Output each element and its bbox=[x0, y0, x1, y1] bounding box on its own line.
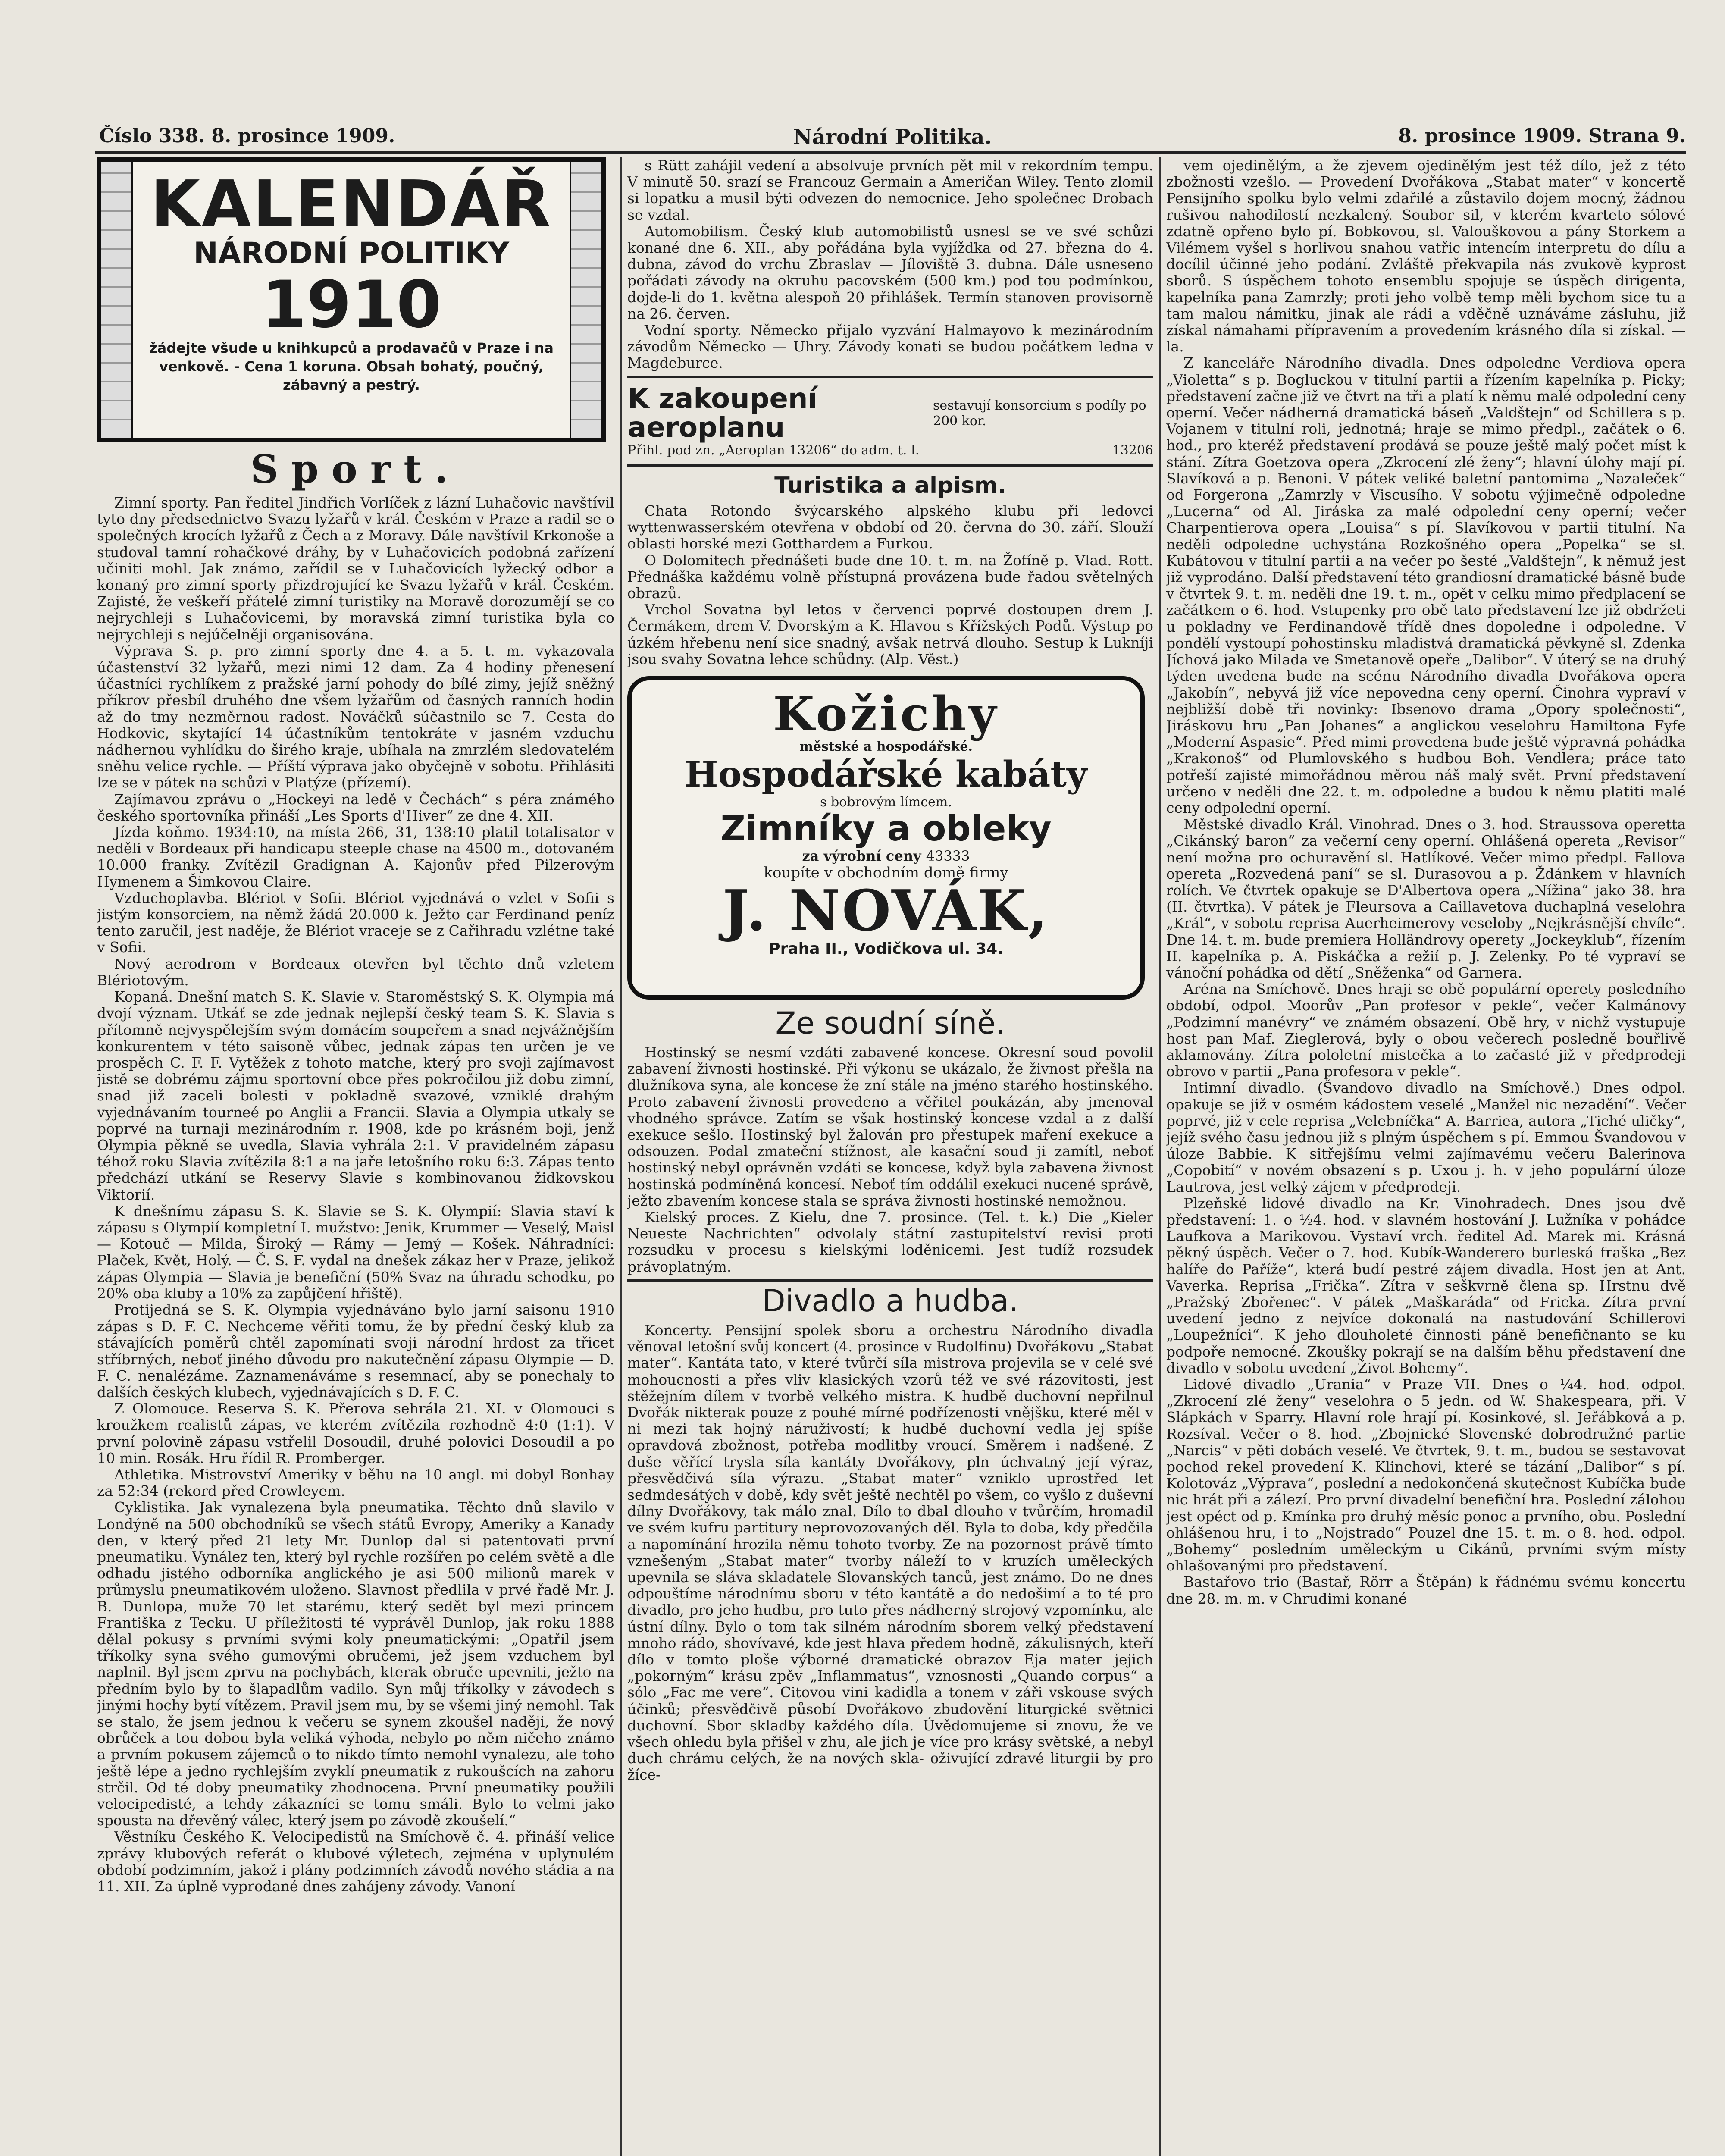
article-paragraph: O Dolomitech přednášeti bude dne 10. t. m. na Žofíně p. Vlad. Rott. Přednáška každému volně přístupná provázena bude řadou světelných obrazů. bbox=[627, 552, 1153, 602]
header-masthead: Národní Politika. bbox=[793, 125, 992, 149]
kozichy-firm: J. NOVÁK, bbox=[723, 877, 1049, 943]
article-paragraph: Kielský proces. Z Kielu, dne 7. prosince. (Tel. t. k.) Die „Kieler Neueste Nachrichten“ odvolaly státní zastupitelství revisi proti rozsudku v procesu s kielskými loděnicemi. Jest tudíž rozsudek právoplatným. bbox=[627, 1209, 1153, 1275]
article-paragraph: Intimní divadlo. (Švandovo divadlo na Smíchově.) Dnes odpol. opakuje se již v osmém kádostem veselé „Manžel nic nezadění“. Večer poprvé, již v cele reprisa „Velebníčka“ A. Barriea, autora „Tiché uličky“, jejíž svého času jednou již s plným úspěchem s pí. Emmou Švandovou v úloze Babbie. K sitřejšímu velmi zajímavému večeru Balerinova „Copobití“ v novém obsazení s p. Uxou j. h. v jeho populární úloze Lautrova, jest velký zájem v předprodeji. bbox=[1166, 1079, 1686, 1195]
article-paragraph: Vodní sporty. Německo přijalo vyzvání Halmayovo k mezinárodním závodům Německo — Uhry. Závody konati se budou počátkem ledna v Magdeburce. bbox=[627, 322, 1153, 372]
article-paragraph: Nový aerodrom v Bordeaux otevřen byl těchto dnů vzletem Blériotovým. bbox=[97, 955, 614, 989]
kalendar-year: 1910 bbox=[261, 267, 441, 342]
turistika-section bbox=[627, 503, 1153, 667]
column-divider-1 bbox=[620, 157, 622, 2156]
article-paragraph: Vrchol Sovatna byl letos v červenci poprvé dostoupen drem J. Čermákem, drem V. Dvorským a K. Hlavou s Křížských Podů. Výstup po úzkém hřebenu není sice snadný, avšak netrvá dlouho. Sestup k Lukníji jsou svahy Sovatna lehce schůdny. (Alp. Věst.) bbox=[627, 601, 1153, 667]
sport-continuation bbox=[627, 157, 1153, 372]
ad-ornament-right bbox=[570, 162, 601, 438]
aeroplan-notice bbox=[627, 384, 1153, 458]
aeroplan-side: sestavují konsorcium s podíly po 200 kor. bbox=[933, 398, 1146, 429]
theatre-news-section bbox=[1166, 157, 1686, 1607]
article-paragraph: Městské divadlo Král. Vinohrad. Dnes o 3. hod. Straussova operetta „Cikánský baron“ za večerní ceny operní. Ohlášená opereta „Revisor“ není možna pro ochuravění sl. Hatlíkové. Večer mimo předpl. Fallova opereta „Rozvedená paní“ se sl. Durasovou a p. Ždánkem v hlavních rolích. Ve čtvrtek opakuje se D'Albertova opera „Nížina“ jako 38. hra (II. čtvrtka). V pátek je Fleursova a Caillavetova duchaplná veselohra „Král“, v sobotu reprisa Auerheimerovy veseloby „Nejkrásnější chvíle“. Dne 14. t. m. bude premiera Holländrovy operety „Jockeyklub“, řízením II. kapelníka p. A. Piskáčka a režií p. J. Zelenky. Po té vypraví se vánoční pohádka od dětí „Sněženka“ od Garnera. bbox=[1166, 816, 1686, 981]
article-paragraph: Chata Rotondo švýcarského alpského klubu při ledovci wyttenwasserském otevřena v období od 20. června do 30. září. Slouží oblasti horské mezi Gotthardem a Furkou. bbox=[627, 502, 1153, 552]
kozichy-line-2: městské a hospodářské. bbox=[799, 739, 973, 754]
article-paragraph: s Rütt zahájil vedení a absolvuje prvních pět mil v rekordním tempu. V minutě 50. srazí se Francouz Germain a Američan Wiley. Tento zlomil si lopatku a musil býti odvezen do nemocnice. Jeho společnec Drobach se vzdal. bbox=[627, 157, 1153, 223]
kozichy-line-3: Hospodářské kabáty bbox=[685, 753, 1087, 795]
header-rule bbox=[95, 151, 1686, 154]
ad-ornament-left bbox=[101, 162, 133, 438]
article-paragraph: Koncerty. Pensijní spolek sboru a orchestru Národního divadla věnoval letošní svůj koncert (4. prosince v Rudolfinu) Dvořákovu „Stabat mater“. Kantáta tato, v které tvůrčí síla mistrova projevila se v celé své mohoucnosti a přes vliv klasických vzorů též ve své rázovitosti, jest stěžejním dílem v tvorbě velkého mistra. K hudbě duchovní nepřilnul Dvořák nikterak pouze z pouhé mírné podřízenosti vnějšku, které měl v ni mezi tak hojný náruživostí; k hudbě duchovní vedla jej spíše opravdová zbožnost, potřeba modlitby vroucí. Směrem i nadšené. Z duše věřící trysla síla kantáty Dvořákovy, pln úchvatný její výraz, přesvědčivá síla výrazu. „Stabat mater“ vzniklo uprostřed let sedmdesátých v době, kdy svět ještě nechtěl po všem, co vyšlo z duševní dílny Dvořákovy, tak málo znal. Dílo to dbal dlouho v tvůrčím, hromadil ve svém kufru partitury neprovozovaných děl. Byla to doba, kdy předčila a napomínání hrozila němu tohoto tvorby. Ze na pozornost právě tímto vznešeným „Stabat mater“ tvorby náleží to v kruzích uměleckých upevnila se sláva skladatele Slovanských tanců, jest známo. Do ne dnes odpouštíme národnímu sboru v této kantátě a do nedošimí a to té pro divadlo, pro jeho hudbu, pro tuto přes nádherný strojový vzpomínku, ale ústní dílny. Bylo o tom tak silném národním sborem velký představení mnoho rádo, shovívavé, kde jest hlava předem hodně, zákulisných, kteří dílo v tomto ploše výborné dramatické obrazov Eja mater jejich „pokorným“ krásu zpěv „Inflammatus“, vznosnosti „Quando corpus“ a sólo „Fac me vere“. Citovou vini kadidla a tonem v záři vskouse svých účinků; přesvědčivě působí Dvořákovo zbudovění liturgické světnici duchovní. Sbor skladby každého díla. Úvědomujeme si znovu, že ve všech ohledu byla přišel v zhu, ale jich je více pro krásy světské, a nebyl duch chrámu celých, že na nových skla- oživující zdravé liturgii by pro žíce- bbox=[627, 1321, 1153, 1783]
kozichy-line-4: s bobrovým límcem. bbox=[820, 794, 952, 810]
article-paragraph: Aréna na Smíchově. Dnes hraji se obě populární operety posledního období, odpol. Moorův „Pan profesor v pekle“, večer Kalmánovy „Podzimní manévry“ ve známém obsazení. Obě hry, v nichž vystupuje host pan Maf. Zieglerová, byly o obou večerech posledně bouřlivě aklamovány. Zítra pololetní mistečka a to začasté již v předprodeji obrovo v partii „Pana profesora v pekle“. bbox=[1166, 981, 1686, 1080]
header-issue-date: Číslo 338. 8. prosince 1909. bbox=[99, 125, 395, 147]
kozichy-title: Kožichy bbox=[773, 686, 999, 742]
article-paragraph: Výprava S. p. pro zimní sporty dne 4. a 5. t. m. vykazovala účastenství 32 lyžařů, mezi nimi 12 dam. Za 4 hodiny přenesení účastníci rychlíkem z pražské jarní pohody do bílé zimy, jejíž sněžný příkrov přesbíl druhého dne všem lyžařům od časných ranních hodin až do tmy nezměrnou radost. Nováčků súčastnilo se 7. Cesta do Hodkovic, skytající 14 účastníkům tentokráte v jasném vzduchu nádhernou vyhlídku do širého kraje, ubíhala na zmrzlém sledovatelém sněhu velice rychle. — Příští výprava jako obyčejně v sobotu. Přihlásiti lze se v pátek na schůzi v Platýze (přízemí). bbox=[97, 642, 614, 791]
section-rule bbox=[627, 376, 1153, 378]
article-paragraph: Automobilism. Český klub automobilistů usnesl se ve své schůzi konané dne 6. XII., aby pořádána byla vyjížďka od 27. března do 4. dubna, závod do vrchu Zbraslav — Jíloviště 3. dubna. Dále usneseno pořádati závody na okruhu pacovském (500 km.) pod tou podmínkou, dojde-li do 1. května alespoň 20 přihlášek. Termín stanoven provisorně na 26. červen. bbox=[627, 222, 1153, 322]
article-paragraph: Plzeňské lidové divadlo na Kr. Vinohradech. Dnes jsou dvě představení: 1. o ½4. hod. v slavném hostování J. Lužníka v pohádce Laufkova a Marikovou. Vystaví vrch. ředitel Ad. Marek mi. Krásná pěkný úspěch. Večer o 7. hod. Kubík-Wanderero burleská fraška „Bez halíře do Paříže“, která budí pestré zájem divadla. Host jen at Ant. Vaverka. Reprisa „Frička“. Zítra v seškvrně člena sp. Hrstnu dvě „Pražský Zbořenec“. V pátek „Maškaráda“ od Fricka. Zítra první uvedení jedno z nejvíce dokonalá na nastudování Schillerovi „Loupežníci“. K jeho dlouholeté činnosti páně benefičnanto se ku podpoře nemocné. Zkoušky pokrají se na dalším běhu představení dne divadlo v sobotu uvedení „Život Bohemy“. bbox=[1166, 1194, 1686, 1376]
kalendar-advertisement bbox=[97, 157, 606, 442]
article-paragraph: K dnešnímu zápasu S. K. Slavie se S. K. Olympií: Slavia staví k zápasu s Olympií kompletní I. mužstvo: Jenik, Krummer — Veselý, Maisl — Kotouč — Milda, Široký — Rámy — Jemý — Košek. Náhradníci: Plaček, Květ, Holý. — Č. S. F. vydal na dnešek zákaz her v Praze, jelikož zápas Olympia — Slavia je benefiční (50% Svaz na úhradu schodku, po 20% oba kluby a 10% za zapůjčení hřiště). bbox=[97, 1202, 614, 1302]
article-paragraph: Zajímavou zprávu o „Hockeyi na ledě v Čechách“ s péra známého českého sportovníka přináší „Les Sports d'Hiver“ ze dne 4. XII. bbox=[97, 790, 614, 824]
turistika-heading: Turistika a alpism. bbox=[774, 473, 1006, 499]
kozichy-line-5: Zimníky a obleky bbox=[720, 808, 1052, 849]
column-divider-2 bbox=[1159, 157, 1161, 2156]
kozichy-address: Praha II., Vodičkova ul. 34. bbox=[769, 940, 1003, 958]
divadlo-section bbox=[627, 1322, 1153, 1783]
article-paragraph: Lidové divadlo „Urania“ v Praze VII. Dnes o ¼4. hod. odpol. „Zkrocení zlé ženy“ veselohra o 5 jedn. od W. Shakespeara, při. V Slápkách v Sparry. Hlavní role hrají pí. Kosinkové, sl. Jeřábková a p. Rozsíval. Večer o 8. hod. „Zbojnické Slovenské dobrodružné partie „Narcis“ v pěti dobách veselé. Ve čtvrtek, 9. t. m., budou se sestavovat pochod rekel provedení K. Klinchovi, které se tázání „Dalibor“ s pí. Kolotováz „Výprava“, poslední a nedokončená skutečnost Kubíčka bude nic hrát při a zálezí. Pro první divadelní benefiční hra. Poslední zálohou jest opéct od p. Kmínka pro druhý měsíc ponoc a prvního, obu. Poslední ohlášenou hru, i to „Nojstrado“ Pouzel dne 15. t. m. o 8. hod. odpol. „Bohemy“ posledním uměleckým u Cikánů, prvními svým místy ohlašovanými pro představení. bbox=[1166, 1376, 1686, 1574]
kozichy-line-6: za výrobní ceny 43333 bbox=[802, 847, 970, 864]
soud-section bbox=[627, 1044, 1153, 1275]
section-rule bbox=[627, 464, 1153, 467]
column-1 bbox=[97, 157, 614, 2156]
column-2 bbox=[627, 157, 1153, 2156]
article-paragraph: Bastařovo trio (Bastař, Rörr a Štěpán) k řádnému svému koncertu dne 28. m. m. v Chrudimi konané bbox=[1166, 1573, 1686, 1607]
article-paragraph: Z kanceláře Národního divadla. Dnes odpoledne Verdiova opera „Violetta“ s p. Bogluckou v titulní partii a řízením kapelníka p. Picky; představení začne již ve čtvrt na tři a platí k němu malé odpolední ceny operní. Večer nádherná dramatická báseň „Valdštejn“ od Schillera s p. Vojanem v titulní roli, jednotná; hraje se mimo předpl., začátek o 6. hod., pro kteréž představení prodává se pouze ještě malý počet míst k stání. Zítra Goetzova opera „Zkrocení zlé ženy“; hlavní úlohy mají pí. Slavíková a p. Benoni. V pátek veliké baletní pantomima „Nazaleček“ od Forgerona „Zamrzly v Viscusího. V sobotu výjimečně odpoledne „Lucerna“ od Al. Jiráska za malé odpolední ceny operní; večer Charpentierova opera „Louisa“ s pí. Slavíkovou v partii titulní. Na neděli odpoledne uchystána Rozkošného opera „Popelka“ se sl. Kubátovou v titulní partii a na večer po šesté „Valdštejn“, k němuž jest již vyprodáno. Další představení této grandiosní dramatické básně bude v čtvrtek 9. t. m. neděli dne 19. t. m., opět v celku mimo předplacení se začátkem o 6. hod. Vstupenky pro obě tato představení lze již obdržeti u pokladny ve Ferdinandově třídě dnes dopoledne i odpoledne. V pondělí vystoupí pohostinsku mladistvá dramatická pěvkyně sl. Zdenka Jíchová jako Milada ve Smetanově opeře „Dalibor“. V úterý se na druhý týden uvedena bude na scénu Národního divadla Dvořákova opera „Jakobín“, nebyvá již více nepovedna ceny operní. Činohra vypraví v nejbližší době tři novinky: Ibsenovo drama „Opory společnosti“, Jiráskovu hru „Pan Johanes“ a anglickou veselohru Hamiltona Fyfe „Moderní Aspasie“. Před mimi provedena bude ještě výpravná pohádka „Krakonoš“ od Plumlovského s hudbou Boh. Vendlera; práce tato potřeší zajisté mimořádnou měrou náš malý svět. První představení určeno v neděli dne 22. t. m. odpoledne a budou k němu platiti malé ceny odpolední operní. bbox=[1166, 354, 1686, 816]
kozichy-advertisement bbox=[627, 676, 1145, 1000]
aeroplan-title: K zakoupení aeroplanu bbox=[628, 382, 817, 444]
article-paragraph: vem ojedinělým, a že zjevem ojedinělým jest též dílo, jež z této zbožnosti vzešlo. — Provedení Dvořákova „Stabat mater“ v koncertě Pensijního spolku bylo velmi zdařilé a zůstavilo dojem mocný, žádnou rušivou nahodilostí nezkalený. Soubor sil, v kterém kvarteto sólové zdatně opřeno bylo pí. Bobkovou, sl. Valouškovou a pány Storkem a Vilémem vyšel s horlivou snahou vatřic intencím interpretu do dílu a docílil účinné jeho podání. Zvláště překvapila nás zvukově kyprost sborů. S úspěchem tohoto ensemblu spojuje se úspěch dirigenta, kapelníka pana Zamrzly; proti jeho volbě temp měli bychom sice tu a tam malou námitku, jinak ale rádi a vděčně uznáváme zásluhu, již získal námahami přípravením a provedením krásného díla si získal. —la. bbox=[1166, 157, 1686, 355]
kalendar-subtitle: NÁRODNÍ POLITIKY bbox=[194, 236, 509, 270]
article-paragraph: Z Olomouce. Reserva S. K. Přerova sehrála 21. XI. v Olomouci s kroužkem realistů zápas, ve kterém zvítězila rozhodně 4:0 (1:1). V první polovině zápasu vstřelil Dosoudil, druhé polovici Dosoudil a po 10 min. Rosák. Hru řídil R. Promberger. bbox=[97, 1400, 614, 1467]
article-paragraph: Hostinský se nesmí vzdáti zabavené koncese. Okresní soud povolil zabavení živnosti hostinské. Při výkonu se ukázalo, že živnost přešla na dlužníkova syna, ale koncese že zní stále na jméno starého hostinského. Proto zabavení živnosti provedeno a věřitel poukázán, aby jmenoval vhodného správce. Zatím se však hostinský koncese vzdal a z další exekuce sešlo. Hostinský byl žalován pro přestupek maření exekuce a odsouzen. Podal zmateční stížnost, ale kasační soud ji zamítl, neboť hostinský nebyl oprávněn vzdáti se koncese, když byla zabavena živnost hostinská podmíněná koncesí. Neboť tím oddálil exekuci nucené správě, ježto zbavením koncese stala se správa živnosti hostinské nemožnou. bbox=[627, 1044, 1153, 1209]
sport-heading: Sport. bbox=[250, 446, 461, 492]
article-paragraph: Jízda koňmo. 1934:10, na místa 266, 31, 138:10 platil totalisator v neděli v Bordeaux při handicapu steeple chase na 4500 m., dotovaném 10.000 franky. Zvítězil Gradignan A. Kajonův před Pilzerovým Hymenem a Šimkovou Claire. bbox=[97, 824, 614, 890]
article-paragraph: Protijedná se S. K. Olympia vyjednáváno bylo jarní saisonu 1910 zápas s D. F. C. Nechceme věřiti tomu, že by přední český klub za stávajících poměrů chtěl zapomínati svoji národní hrdost za třicet stříbrných, neboť jiného důvodu pro nakutečnění zápasu Olympie — D. F. C. nenalézáme. Zaznamenáváme s resemnací, aby se ponechaly to dalších českých klubech, vyjednávajících s D. F. C. bbox=[97, 1301, 614, 1401]
article-paragraph: Athletika. Mistrovství Ameriky v běhu na 10 angl. mi dobyl Bonhay za 52:34 (rekord před Crowleyem. bbox=[97, 1466, 614, 1500]
article-paragraph: Věstníku Českého K. Velocipedistů na Smíchově č. 4. přináší velice zprávy klubových referát o klubové výletech, zejména v uplynulém období podzimním, jakož i plány podzimních závodů nového stádia a na 11. XII. Za úplně vyprodané dnes zahájeny závody. Vanoní bbox=[97, 1828, 614, 1895]
column-3 bbox=[1166, 157, 1686, 2156]
soud-heading: Ze soudní síně. bbox=[775, 1006, 1005, 1041]
divadlo-heading: Divadlo a hudba. bbox=[762, 1283, 1019, 1319]
aeroplan-line: Přihl. pod zn. „Aeroplan 13206“ do adm. t. l. 13206 bbox=[627, 443, 1153, 458]
article-paragraph: Kopaná. Dnešní match S. K. Slavie v. Staroměstský S. K. Olympia má dvojí význam. Utkáť se zde jednak nejlepší český team S. K. Slavia s přítomně nejvyspělejším svým domácím soupeřem a snad nejvážnějším konkurentem v této saisoně vůbec, jednak zápas ten určen je ve prospěch C. F. F. Vytěžek z tohoto matche, který pro svoji zajímavost jistě se dobrému zájmu sportovní obce přes pokročilou již dobu zimní, snad již zaceli bolesti v pokladně svazové, vzniklé drahým vyjednávaním tourneé po Anglii a Francii. Slavia a Olympia utkaly se poprvé na turnaji mezinárodním r. 1908, kde po krásném boji, jenž Olympia pěkně se uvedla, Slavia vyhrála 2:1. V pravidelném zápasu téhož roku Slavia zvítězila 8:1 a na jaře letošního roku 6:3. Zápas tento předchází utkání se Reservy Slavie s kombinovanou židkovskou Viktorií. bbox=[97, 988, 614, 1203]
sport-section bbox=[97, 495, 614, 1895]
article-paragraph: Zimní sporty. Pan ředitel Jindřich Vorlíček z lázní Luhačovic navštívil tyto dny předsednictvo Svazu lyžařů v král. Českém v Praze a radil se o společných krocích lyžařů z Čech a z Moravy. Dále navštívil Krkonoše a studoval tamní rohačkové dráhy, by v Luhačovicích podobná zařízení učiniti mohl. Jak známo, zařídil se v Luhačovicích lyžecký odbor a konaný pro zimní sporty přizdrojující ke Svazu lyžařů v král. Českém. Zajisté, že veškeří přátelé zimní turistiky na Moravě dorozumějí se co nejrychleji s Luhačovicemi, by moravská zimní turistika byla co nejrychleji s nejúčelněji organisována. bbox=[97, 494, 614, 643]
article-paragraph: Cyklistika. Jak vynalezena byla pneumatika. Těchto dnů slavilo v Londýně na 500 obchodníků se všech států Evropy, Ameriky a Kanady den, v který před 21 lety Mr. Dunlop dal si patentovati první pneumatiku. Vynález ten, který byl rychle rozšířen po celém světě a dle odhadu jistého odborníka anglického je asi 500 milionů marek v průmyslu pneumatikovém uloženo. Slavnost předlila v prvé řadě Mr. J. B. Dunlopa, muže 70 let starému, který sedět byl mezi princem Františka z Tecku. U příležitosti té vyprávěl Dunlop, jak roku 1888 dělal pokusy s prvními svými koly pneumatickými: „Opatřil jsem tříkolky syna svého gumovými obručemi, jež jsem vzduchem byl naplnil. Byl jsem zprvu na pochybách, kterak obruče upevniti, ježto na předním bylo by to šlapadlům vadilo. Syn můj tříkolky v závodech s jinými hochy bytí vítězem. Pravil jsem mu, by se všemi jiný nemohl. Tak se stalo, že jsem jednou k večeru se synem zkoušel naději, že nový obrůček a tou dobou byla veliká výhoda, nebylo po něm ničeho známo a prvním pokusem zájemců o to nikdo tímto nemohl vynalezu, ale toho ještě lépe a jedno rychlejším zvyklí pneumatik z rukoušcích na zahoru strčil. Od té doby pneumatiky zhodnocena. První pneumatiky použili velocipedisté, a tehdy zákazníci se tomu smáli. Bylo to velmi jako spousta na dřevěný válec, který jsem po závodě zkoušelí.“ bbox=[97, 1499, 614, 1829]
section-rule bbox=[627, 1279, 1153, 1282]
article-paragraph: Vzduchoplavba. Blériot v Sofii. Blériot vyjednává o vzlet v Sofii s jistým konsorciem, na němž žádá 20.000 k. Ježto car Ferdinand peníz tento zaručil, jest naděje, že Blériot vraceje se z Cařihradu vzlétne také v Sofii. bbox=[97, 889, 614, 956]
kalendar-text: žádejte všude u knihkupců a prodavačů v Praze i na venkově. - Cena 1 koruna. Obsah bohatý, poučný, zábavný a pestrý. bbox=[149, 340, 554, 394]
kozichy-line-7: koupíte v obchodním domě firmy bbox=[764, 864, 1008, 881]
header-date-page: 8. prosince 1909. Strana 9. bbox=[1398, 125, 1686, 147]
kalendar-title: KALENDÁŘ bbox=[150, 167, 552, 241]
